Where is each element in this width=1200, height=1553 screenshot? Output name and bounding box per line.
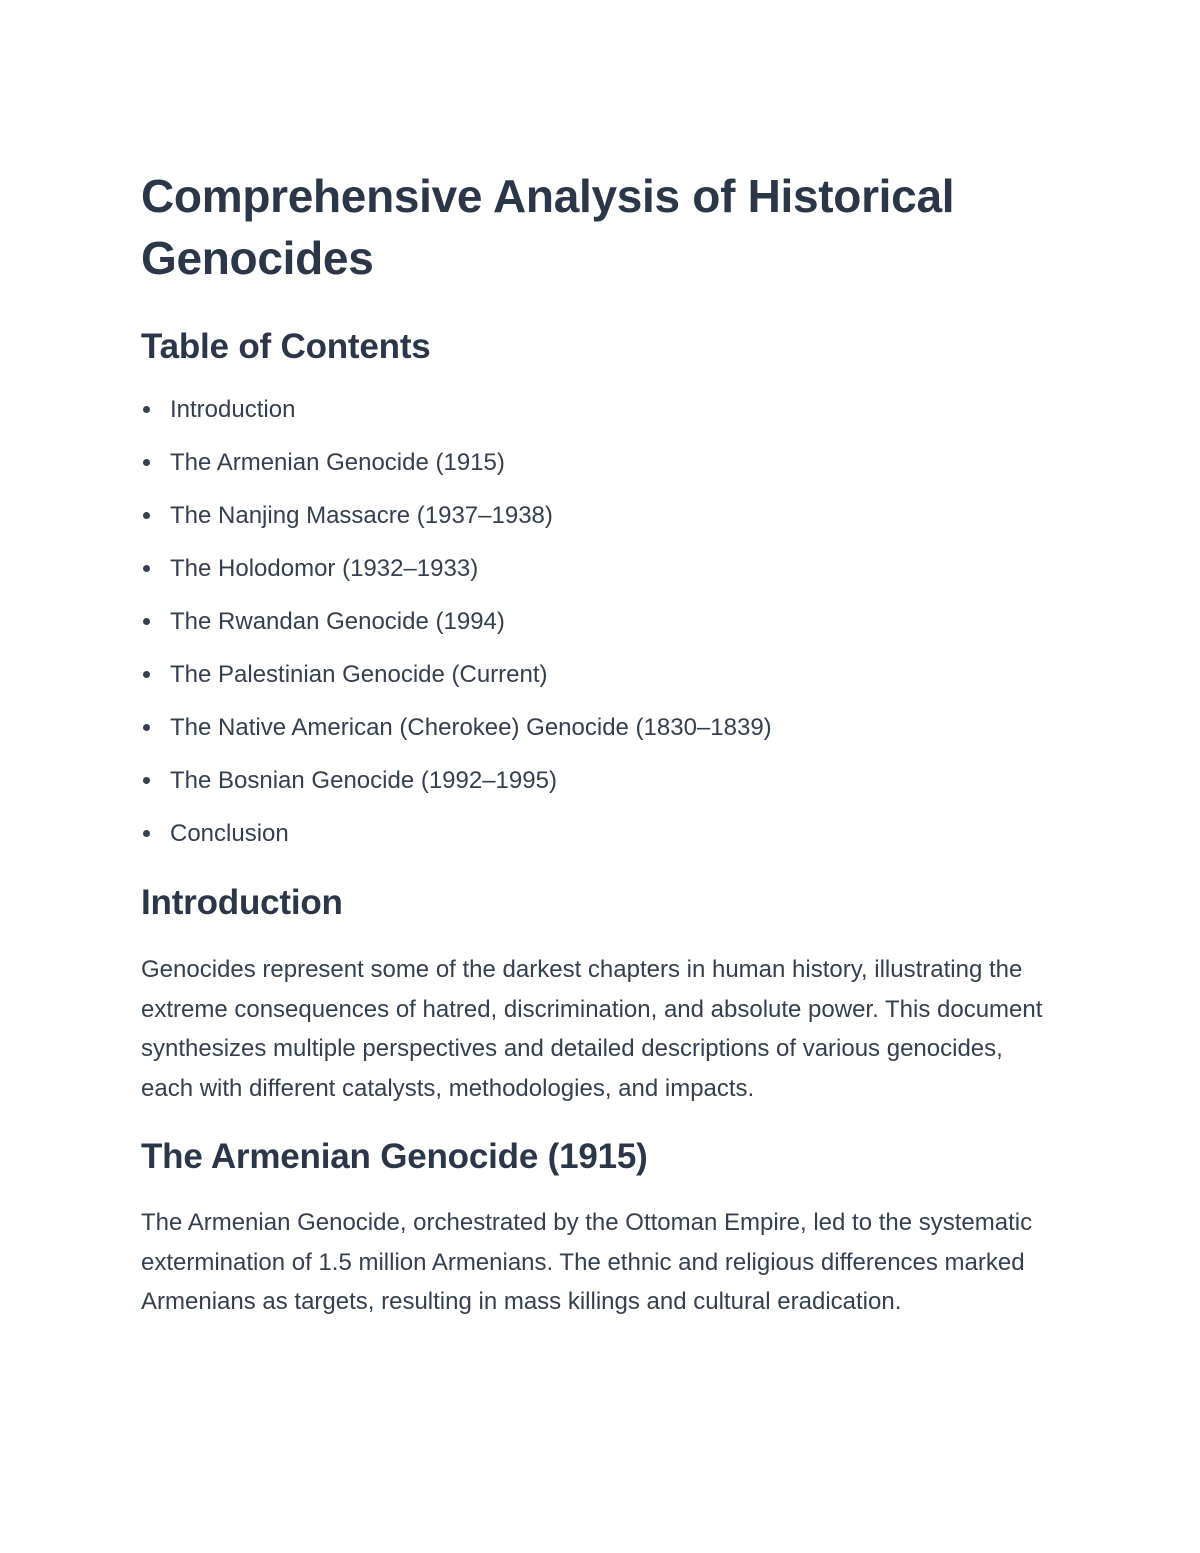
armenian-genocide-heading: The Armenian Genocide (1915) <box>141 1137 648 1176</box>
toc-list <box>141 395 1061 849</box>
bullet-icon <box>143 724 150 731</box>
toc-item-rwandan-genocide[interactable] <box>141 607 1061 637</box>
toc-item-introduction[interactable] <box>141 395 1061 425</box>
toc-item-armenian-genocide[interactable] <box>141 448 1061 478</box>
bullet-icon <box>143 512 150 519</box>
bullet-icon <box>143 618 150 625</box>
bullet-icon <box>143 406 150 413</box>
toc-item-label: The Native American (Cherokee) Genocide (1830–1839) <box>170 714 772 741</box>
toc-item-label: The Armenian Genocide (1915) <box>170 449 505 476</box>
toc-item-conclusion[interactable] <box>141 819 1061 849</box>
toc-item-label: The Bosnian Genocide (1992–1995) <box>170 767 557 794</box>
introduction-heading: Introduction <box>141 883 343 922</box>
bullet-icon <box>143 777 150 784</box>
introduction-paragraph: Genocides represent some of the darkest chapters in human history, illustrating the extreme consequences of hatred, discrimination, and absolute power. This document synthesizes multiple perspectives and detailed descriptions of various genocides, each with different catalysts, methodologies, and impacts. <box>141 956 1043 1102</box>
toc-item-label: Conclusion <box>170 820 289 847</box>
toc-item-bosnian-genocide[interactable] <box>141 766 1061 796</box>
toc-item-nanjing-massacre[interactable] <box>141 501 1061 531</box>
bullet-icon <box>143 671 150 678</box>
document-page <box>141 165 1061 1322</box>
document-title: Comprehensive Analysis of Historical Genocides <box>141 170 955 284</box>
toc-item-palestinian-genocide[interactable] <box>141 660 1061 690</box>
bullet-icon <box>143 830 150 837</box>
armenian-genocide-paragraph: The Armenian Genocide, orchestrated by the Ottoman Empire, led to the systematic extermination of 1.5 million Armenians. The ethnic and religious differences marked Armenians as targets, resulting in mass killings and cultural eradication. <box>141 1209 1033 1315</box>
toc-item-label: The Palestinian Genocide (Current) <box>170 661 548 688</box>
toc-item-holodomor[interactable] <box>141 554 1061 584</box>
bullet-icon <box>143 565 150 572</box>
toc-heading: Table of Contents <box>141 327 431 366</box>
toc-item-label: The Nanjing Massacre (1937–1938) <box>170 502 553 529</box>
bullet-icon <box>143 459 150 466</box>
toc-item-label: The Rwandan Genocide (1994) <box>170 608 505 635</box>
toc-item-label: Introduction <box>170 396 296 423</box>
toc-item-native-american-genocide[interactable] <box>141 713 1061 743</box>
toc-item-label: The Holodomor (1932–1933) <box>170 555 479 582</box>
